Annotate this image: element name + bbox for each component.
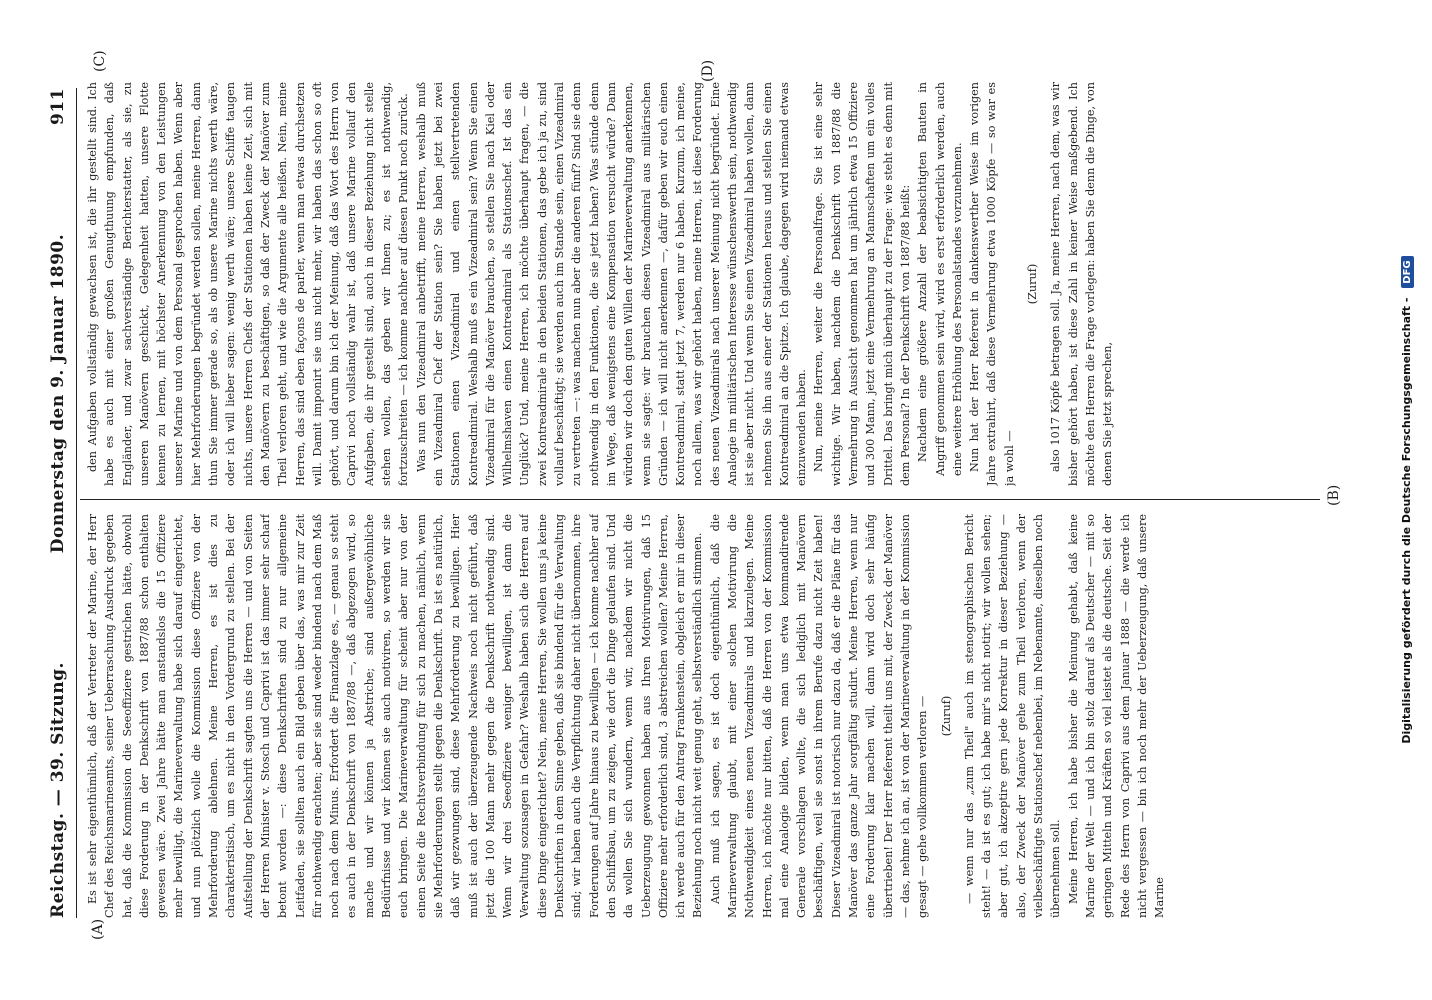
quotation: Nachdem eine größere Anzahl der beabsichtigten Bauten in Angriff genommen sein wird, wird es erst erforderlich werden, auch eine weitere Erhöhung des Personalstandes vorzunehmen.: [916, 82, 964, 476]
margin-letter-c: (C): [92, 50, 108, 72]
header-rule: [76, 88, 77, 918]
paragraph: Meine Herren, ich habe bisher die Meinung gehabt, daß keine Marine der Welt — und ich bin stolz darauf als Deutscher — mit so geringen Mitteln und Kräften so viel leistet als die deutsche. Seit der Rede des Herrn von Caprivi aus dem Januar 1888 — die werde ich nicht vergessen — bin ich noch mehr der Ueberzeugung, daß unsere Marine: [1066, 514, 1167, 918]
paragraph: Nun hat der Herr Referent in dankenswerther Weise im vorigen Jahre extrahirt, daß diese Vermehrung etwa 1000 Köpfe — so war es ja wohl —: [968, 82, 1016, 486]
paragraph: Auch muß ich sagen, es ist doch eigenthümlich, daß die Marineverwaltung glaubt, mit einer solchen Motivirung die Nothwendigkeit eines neuen Vizeadmirals und klarzulegen. Meine Herren, ich möchte nur bitten, daß die Herren von der Kommission mal eine Analogie bilden, wenn man uns etwa kommandirende Generale vorschlagen wollte, die sich lediglich mit Manövern beschäftigen, weil sie sonst in ihrem Berufe dazu nicht Zeit haben! Dieser Vizeadmiral ist notorisch nur dazu da, daß er die Pläne für das Manöver das ganze Jahr sorgfältig studirt. Meine Herren, wenn nur eine Forderung klar machen will, dann wird doch sehr häufig übertrieben! Der Herr Referent theilt uns mit, der Zweck der Manöver — das, nehme ich an, ist von der Marineverwaltung in der Kommission gesagt — gehe vollkommen verloren —: [708, 514, 930, 918]
paragraph: Nun, meine Herren, weiter die Personalfrage. Sie ist eine sehr wichtige. Wir haben, nachdem die Denkschrift von 1887/88 die Vermehrung in Aussicht genommen hat um jährlich etwa 15 Offiziere und 300 Mann, jetzt eine Vermehrung an Mannschaften um ein volles Drittel. Das bringt mich überhaupt zu der Frage: wie steht es denn mit dem Personal? In der Denkschrift von 1887/88 heißt:: [812, 82, 912, 486]
margin-letter-b: (B): [1326, 484, 1342, 506]
paragraph: den Aufgaben vollständig gewachsen ist, die ihr gestellt sind. Ich habe es auch mit einer großen Genugthuung empfunden, daß Engländer, und zwar sachverständige Berichterstatter, als sie, zu unseren Manövern geschickt, Gelegenheit hatten, unsere Flotte kennen zu lernen, mit höchster Anerkennung von den Leistungen unserer Marine und von dem Personal gesprochen haben. Wenn aber hier Mehrforderungen begründet werden sollen, meine Herren, dann thun Sie immer gerade so, als ob unsere Marine nichts werth wäre, oder ich will lieber sagen: wenig werth wäre; unsere Schiffe taugen nichts, unsere Herren Chefs der Stationen haben keine Zeit, sich mit den Manövern zu beschäftigen, so daß der Zweck der Manöver zum Theil verloren geht, und wie die Argumente alle heißen. Nein, meine Herren, das sind eben façons de parler, wenn man etwas durchsetzen will. Damit imponirt sie uns nicht mehr, wir haben das schon so oft gehört, und darum bin ich der Meinung, daß das Wort des Herrn von Caprivi noch vollständig wahr ist, daß unsere Marine vollauf den Aufgaben, die ihr gestellt sind, auch in dieser Beziehung nicht stelle stehen wollen, das geben wir Ihnen zu; es ist nothwendig, fortzuschreiten — ich komme nachher auf diesen Punkt noch zurück.: [86, 82, 411, 486]
paragraph: Was nun den Vizeadmiral anbetrifft, meine Herren, weshalb muß ein Vizeadmiral Chef der Station sein? Sie haben jetzt bei zwei Stationen einen Vizeadmiral und einen stellvertretenden Kontreadmiral. Weshalb muß es ein Vizeadmiral sein? Wenn Sie einen Vizeadmiral für die Manöver brauchen, so stellen Sie nach Kiel oder Wilhelmshaven einen Kontreadmiral als Stationschef. Ist das ein Unglück? Und, meine Herren, ich möchte überhaupt fragen, — die zwei Kontreadmirale in den beiden Stationen, das gebe ich ja zu, sind vollauf beschäftigt; sie werden auch im Stande sein, einen Vizeadmiral zu vertreten —: was machen nun aber die anderen fünf? Sind sie denn nothwendig in den Funktionen, die sie jetzt haben? Was stünde denn im Wege, daß wenigstens eine Kompensation versucht würde? Dann würden wir doch den guten Willen der Marineverwaltung anerkennen, wenn sie sagte: wir brauchen diesen Vizeadmiral aus militärischen Gründen — ich will nicht anerkennen —, dafür geben wir euch einen Kontreadmiral, statt jetzt 7, werden nur 6 haben. Kurzum, ich meine, noch allem, was wir gehört haben, meine Herren, ist diese Forderung des neuen Vizeadmirals nach unserer Meinung nicht begründet. Eine Analogie im militärischen Interesse wünschenswerth sein, nothwendig ist sie aber nicht. Und wenn Sie einen Vizeadmiral haben wollen, dann nehmen Sie ihn aus einer der Stationen heraus und stellen Sie einen Kontreadmiral an die Spitze. Ich glaube, dagegen wird niemand etwas einzuwenden haben.: [414, 82, 809, 486]
digitization-credit: [1400, 0, 1424, 1000]
paragraph: Es ist sehr eigenthümlich, daß der Vertreter der Marine, der Herr Chef des Reichsmarineamts, seiner Ueberraschung Ausdruck gegeben hat, daß die Kommission die Seeoffiziere gestrichen hätte, obwohl diese Forderung in der Denkschrift von 1887/88 schon enthalten gewesen wäre. Zwei Jahre hätte man anstandslos die 15 Offiziere mehr bewilligt, die Marineverwaltung habe sich darauf eingerichtet, und nun plötzlich wolle die Kommission diese Offiziere von der Mehrforderung ablehnen. Meine Herren, es ist dies zu charakteristisch, um es nicht in den Vordergrund zu stellen. Bei der Aufstellung der Denkschrift sagten uns die Herren — und von Seiten der Herren Minister v. Stosch und Caprivi ist das immer sehr scharf betont worden —: diese Denkschriften sind zu nur allgemeine Leitfaden, sie sollten auch ein Bild geben über das, was mir zur Zeit für nothwendig erachten; aber sie sind weder bindend nach dem Maß noch nach dem Minus. Erfordert die Finanzlage es, — genau so steht es auch in der Denkschrift von 1887/88 —, daß abgezogen wird, so mache und wir können ja Abstriche; sind außergewöhnliche Bedürfnisse und wir können sie auch motiviren, so werden wir sie euch bringen. Die Marineverwaltung für scheint aber nur von der einen Seite die Rechtsverbindung für sich zu machen, nämlich, wenn sie Mehrforderungen stellt gegen die Denkschrift. Da ist es natürlich, daß wir gezwungen sind, diese Mehrforderung zu bewilligen. Hier muß ist auch der überzeugende Nachweis noch nicht geführt, daß jetzt die 100 Mann mehr gegen die Denkschrift nothwendig sind. Wenn wir drei Seeoffiziere weniger bewilligen, ist dann die Verwaltung sozusagen in Gefahr? Weshalb haben sich die Herren auf diese Dinge eingerichtet? Nein, meine Herren, Sie wollen uns ja keine Denkschriften in dem Sinne geben, daß sie bindend für die Verwaltung sind; wir haben auch die Verpflichtung daher nicht übernommen, ihre Forderungen auf Jahre hinaus zu bewilligen — ich komme nachher auf den Schiffsbau, um zu zeigen, wie dort die Dinge gelaufen sind. Und da wollen Sie sich wundern, wenn wir, nachdem wir nicht die Ueberzeugung gewonnen haben aus Ihren Motivirungen, daß 15 Offiziere mehr erforderlich sind, 3 abstreichen wollen? Meine Herren, ich werde auch für den Antrag Frankenstein, obgleich er mir in dieser Beziehung noch nicht weit genug geht, selbstverständlich stimmen.: [86, 514, 705, 918]
interjection: (Zuruf): [939, 695, 953, 737]
header-center: Donnerstag den 9. Januar 1890.: [48, 233, 68, 554]
page-header: [48, 88, 74, 918]
interjection: (Zuruf): [1026, 263, 1040, 305]
margin-letter-a: (A): [90, 918, 106, 940]
paragraph: — wenn nur das „zum Theil" auch im stenographischen Bericht steht! — da ist es gut; ich habe mir's nicht notirt; wir wollen sehen; aber gut, ich akzeptire gern jede Korrektur in dieser Beziehung — also, der Zweck der Manöver gehe zum Theil verloren, wenn der vielbeschäftigte Stationschef nebenbei, im Nebenamte, dieselben noch übernehmen soll.: [962, 514, 1063, 918]
dfg-logo: DFG: [1401, 256, 1414, 287]
column-divider: [80, 499, 1320, 500]
header-left: Reichstag. — 39. Sitzung.: [48, 662, 68, 918]
margin-letter-d: (D): [700, 59, 716, 82]
credit-text: Digitalisierung gefördert durch die Deutsche Forschungsgemeinschaft -: [1400, 297, 1413, 744]
right-column: [84, 82, 1320, 486]
left-column: [84, 514, 1320, 918]
page-number: 911: [48, 88, 68, 125]
paragraph: also 1017 Köpfe betragen soll. Ja, meine Herren, nach dem, was wir bisher gehört haben, ist diese Zahl in keiner Weise maßgebend. Ich möchte den Herren die Frage vorlegen: haben Sie denn die Dinge, von denen Sie jetzt sprechen,: [1049, 82, 1115, 486]
